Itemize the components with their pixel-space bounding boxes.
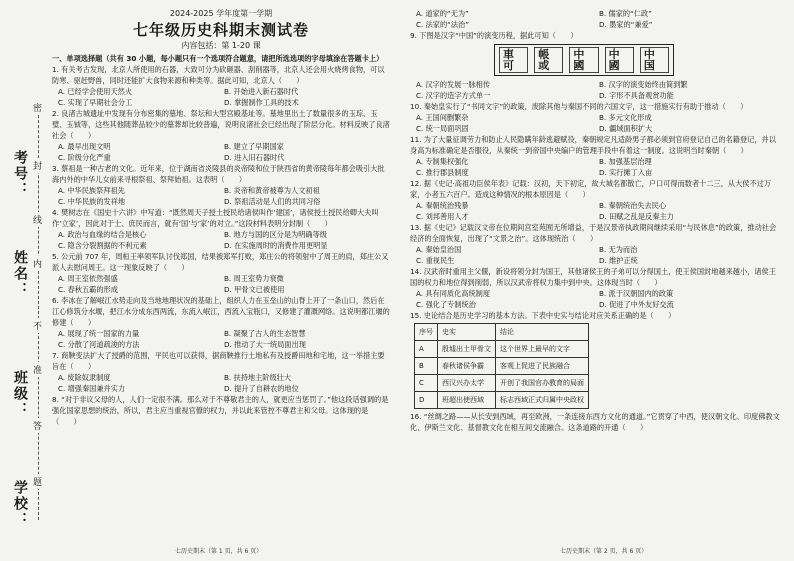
option[interactable]: B. 凝聚了古人的生态智慧: [224, 329, 306, 338]
question-stem: 3. 蔡祖是一种古老的文化。近年来，位于湖南省炎陵县的炎帝陵和位于陕西省的黄帝陵每年都会吸引大批海内外的中华儿女前来寻根祭祖、祭拜始祖。这表明（ ）: [52, 164, 385, 184]
option-group: [52, 141, 390, 163]
option[interactable]: B. 加强基层治理: [599, 157, 652, 166]
seal-char: 答: [33, 418, 42, 433]
calligraphy-evolution-figure: [494, 44, 674, 76]
class-label: 班级：: [12, 370, 28, 418]
option[interactable]: C. 推行郡县制度: [416, 168, 469, 177]
question-stem: 4. 樊树志在《国史十六讲》中写道：“既然周天子授土授民给诸侯叫作‘建国’，诸侯授土授民给卿大夫叫作‘立家’，因此对于士、庶民而言，就有‘国’与‘家’的对立。”这段材料表明分封制（ ）: [52, 208, 379, 228]
seal-char: 不: [33, 318, 42, 333]
option[interactable]: D. 促进了中外友好交流: [599, 300, 674, 309]
option[interactable]: A. 具有同质化高统制度: [416, 289, 491, 298]
option[interactable]: D. 推动了大一统局面出现: [224, 340, 306, 349]
option-group: [52, 328, 390, 350]
question-stem: 10. 秦始皇实行了“书同文字”的政策，废除其他与秦国不同的六国文字，这一措施实行有助于推动（ ）: [410, 102, 748, 111]
option[interactable]: B. 秦朝统治失去民心: [599, 201, 667, 210]
table-cell: 标志西域正式归属中央政权: [496, 392, 589, 409]
table-cell: 开创了我国官办教育的局面: [496, 375, 589, 392]
table-cell: C: [415, 375, 438, 392]
option-group: [52, 273, 390, 295]
option[interactable]: C. 刘邦善用人才: [416, 212, 469, 221]
question-stem: 2. 良渚古城遗址中发现有分布密集的墓地、祭坛和大型宫殿基址等。墓地里出土了数量很多的玉琮、玉璧、玉钺等，这些其他随葬品较少的墓葬却比较普遍，说明良渚社会已经出现了阶层分化。材料反映了良渚社会（ ）: [52, 109, 390, 140]
table-cell: B: [415, 358, 438, 375]
page-footer-1: 七历史期末（第 1 页，共 6 页）: [175, 548, 263, 555]
binding-margin: [0, 0, 50, 561]
table-cell: 客观上促进了民族融合: [496, 358, 589, 375]
option[interactable]: A. 专制集权强化: [416, 157, 469, 166]
table-cell: 班超出使西域: [438, 392, 496, 409]
glyph-stage: 車可: [499, 47, 528, 73]
option[interactable]: B. 多元文化形成: [599, 113, 652, 122]
option[interactable]: A. 展现了统一国家的力量: [58, 329, 140, 338]
school-label: 学校：: [12, 480, 28, 528]
question-stem: 12. 据《史记·高祖功臣侯年表》记载：汉初，天下初定，故大城名都散亡，户口可得而数者十二三，从大侯不过万家，小者五六百户。造成这种情况的根本原因是（ ）: [410, 179, 772, 199]
option[interactable]: D. 在实施周时的消费作用更明显: [224, 241, 328, 250]
option[interactable]: B. 儒家的“仁政”: [599, 9, 652, 18]
option[interactable]: C. 中华民族的发祥地: [58, 197, 126, 206]
q9-options: [410, 79, 782, 101]
option[interactable]: A. 汉字的发展一脉相传: [416, 80, 491, 89]
question-stem: 16. “丝绸之路——从长安到西域，再至欧洲，一条连接东西方文化的通道。”它贯穿了中西，使汉朝文化、印度佛教文化、伊斯兰文化、基督教文化在相互间交流融合。这条道路的开通（ ）: [410, 412, 780, 432]
table-cell: 春秋诸侯争霸: [438, 358, 496, 375]
option[interactable]: D. 提升了自耕农的地位: [224, 384, 299, 393]
table-row: [415, 358, 589, 375]
option[interactable]: A. 秦朝统治残暴: [416, 201, 469, 210]
option[interactable]: A. 周王室依然强盛: [58, 274, 118, 283]
option[interactable]: A. 王国间删繁杂: [416, 113, 469, 122]
option-group: [52, 229, 390, 251]
option-group: [52, 185, 390, 207]
option-group: [410, 200, 782, 222]
option[interactable]: B. 开始进入新石器时代: [224, 87, 299, 96]
option[interactable]: A. 中华民族祭拜祖先: [58, 186, 125, 195]
seal-char: 密: [33, 100, 42, 115]
option[interactable]: D. 祭祖活动是人们的共同习俗: [224, 197, 321, 206]
option-group: [52, 86, 390, 108]
question-stem: 7. 商鞅变法扩大了授爵的范围，平民也可以获得，据商鞅推行土地私有及授爵田地和宅地，这一举措主要旨在（ ）: [52, 351, 385, 371]
question-list: [52, 64, 390, 427]
table-cell: D: [415, 392, 438, 409]
question-stem: 8. “对于非议父母的人，人们一定很不满。那么对于不尊敬君主的人，就更应当惩罚了。”他这段话强调的是强化国家思想的统治，所以，君主应当重视官僚的权力，并以此来管控不尊君主和父母。这体现的是（ ）: [52, 395, 389, 426]
option[interactable]: A. 废除奴隶制度: [58, 373, 111, 382]
option[interactable]: A. 政治与血缘的结合是核心: [58, 230, 147, 239]
school-year: 2024-2025 学年度第一学期: [169, 9, 273, 18]
question-list: [410, 101, 782, 310]
seal-char: 内: [33, 256, 42, 271]
option[interactable]: D. 实行摊丁入亩: [599, 168, 653, 177]
option[interactable]: B. 扶持地主阶级壮大: [224, 373, 292, 382]
option[interactable]: C. 统一局面巩固: [416, 124, 469, 133]
section-heading: 一、单项选择题（共有 30 小题，每小题只有一个选项符合题意，请把所选选项的字母填涂在答题卡上）: [52, 54, 384, 63]
seal-char: 线: [33, 212, 42, 227]
option[interactable]: D. 掌握制作工具的技术: [224, 98, 299, 107]
exam-number-label: 考号：: [12, 150, 28, 198]
table-header: 序号: [415, 324, 438, 341]
option[interactable]: C. 汉字的造字方式单一: [416, 91, 491, 100]
table-row: [415, 341, 589, 358]
option-group: [52, 372, 390, 394]
seal-char: 题: [33, 474, 42, 489]
table-cell: 西汉兴办太学: [438, 375, 496, 392]
option-group: [410, 244, 782, 266]
option[interactable]: B. 汉字的演变始终由简到繁: [599, 80, 688, 89]
glyph-stage: 中国: [640, 47, 669, 73]
option[interactable]: D. 疆域面积扩大: [599, 124, 653, 133]
option[interactable]: D. 维护正统: [599, 256, 638, 265]
q8-options: [410, 8, 782, 30]
exam-scope: 内容包括：第 1-20 课: [181, 41, 261, 50]
option[interactable]: B. 地方与国的区分是为明确等级: [224, 230, 327, 239]
table-cell: 殷墟出土甲骨文: [438, 341, 496, 358]
page-footer-2: 七历史期末（第 2 页，共 6 页）: [560, 548, 648, 555]
question-stem: 9. 下图是汉字“中国”的演变历程，据此可知（ ）: [410, 31, 578, 40]
option[interactable]: C. 春秋五霸的形成: [58, 285, 118, 294]
table-cell: 这个世界上最早的文字: [496, 341, 589, 358]
page-1: [52, 8, 390, 427]
table-header: 史实: [438, 324, 496, 341]
exam-title: 七年级历史科期末测试卷: [132, 21, 309, 39]
table-row: [415, 392, 589, 409]
option[interactable]: D. 甲骨文已被使用: [224, 285, 285, 294]
name-label: 姓名：: [12, 250, 28, 298]
option[interactable]: C. 阶级分化严重: [58, 153, 111, 162]
option[interactable]: C. 增强秦国兼并实力: [58, 384, 126, 393]
question-stem: 6. 李冰在了解岷江水势走向及当地地理状况的基础上，组织人力在玉垒山的山脊上开了一条山口，然后在江心修筑分水堰，把江水分成东西两流，东流入岷江，西流入宝瓶口，又修建了灌溉网络。这说明都江堰的修建（ ）: [52, 296, 390, 327]
table-row: [415, 375, 589, 392]
glyph-stage: 中國: [605, 47, 634, 73]
option[interactable]: B. 炎帝和黄帝被尊为人文初祖: [224, 186, 320, 195]
question-stem: 5. 公元前 707 年，周桓王率领军队讨伐郑国，结果被郑军打败，郑庄公的将领射中了周王的肩，郑庄公又派人去慰问周王。这一现象反映了（ ）: [52, 252, 389, 272]
table-header: 结论: [496, 324, 589, 341]
option[interactable]: B. 周王室势力衰微: [224, 274, 284, 283]
option[interactable]: A. 已经学会使用天然火: [58, 87, 133, 96]
page-2: [410, 8, 782, 433]
option[interactable]: A. 道家的“无为”: [416, 9, 469, 18]
question-stem: 15. 史论结合是历史学习的基本方法。下表中史实与结论对应关系正确的是（ ）: [410, 311, 676, 320]
option[interactable]: B. 派于汉朝国内的政策: [599, 289, 674, 298]
question-stem: 13. 据《史记》记载汉文帝在位期间宫室苑囿无所增益，于是汉景帝执政期间继续采用“与民休息”的政策，推动社会经济的全面恢复，出现了“文景之治”。这体现统治（ ）: [410, 223, 777, 243]
question-stem: 1. 有关考古发现，北京人所使用的石器，大致可分为砍砸器、刮削器等，北京人还会用火烧烤食物，可以防寒、驱赶野兽，同时还能扩大食物来源和种类等。据此可知，北京人（ ）: [52, 65, 385, 85]
option[interactable]: C. 分散了河道疏浚的方法: [58, 340, 140, 349]
seal-char: 准: [33, 362, 42, 377]
question-stem: 11. 为了大量征调劳力和防止人民隐瞒年龄逃避赋役，秦朝规定凡适龄男子都必须到官府登记自己的名籍登记，并以身高为标准确定是否服役，从秦统一到帝国中央编户的管理手段中有着这一制度。这说明当时秦朝（ ）: [410, 135, 776, 155]
option[interactable]: C. 强化了专制统治: [416, 300, 476, 309]
option[interactable]: A. 最早出现文明: [58, 142, 111, 151]
option[interactable]: D. 墨家的“兼爱”: [599, 20, 653, 29]
option-group: [410, 156, 782, 178]
history-table: [414, 323, 589, 409]
glyph-stage: 帳或: [534, 47, 563, 73]
option[interactable]: B. 建立了早期国家: [224, 142, 284, 151]
option[interactable]: B. 无为而治: [599, 245, 638, 254]
option[interactable]: D. 字形不具备观赏功能: [599, 91, 674, 100]
option[interactable]: A. 秦始皇治国: [416, 245, 462, 254]
option-group: [410, 288, 782, 310]
option-group: [410, 112, 782, 134]
glyph-stage: 中國: [569, 47, 598, 73]
option[interactable]: D. 田赋之乱是反秦主力: [599, 212, 674, 221]
option[interactable]: D. 进入旧石器时代: [224, 153, 285, 162]
option[interactable]: C. 重视民生: [416, 256, 455, 265]
table-cell: A: [415, 341, 438, 358]
seal-char: 封: [33, 158, 42, 173]
question-stem: 14. 汉武帝时重用主父偃，新设将领分封为国王，其他诸侯王的子弟可以分得国土，使王侯国封地越来越小，诸侯王国的权力和地位得到削弱，所以汉武帝将权力集中到中央。这体现当时（ ）: [410, 267, 776, 287]
option[interactable]: C. 隐含分裂割据的不利元素: [58, 241, 147, 250]
option[interactable]: C. 实现了早期社会分工: [58, 98, 133, 107]
option[interactable]: C. 法家的“法治”: [416, 20, 469, 29]
